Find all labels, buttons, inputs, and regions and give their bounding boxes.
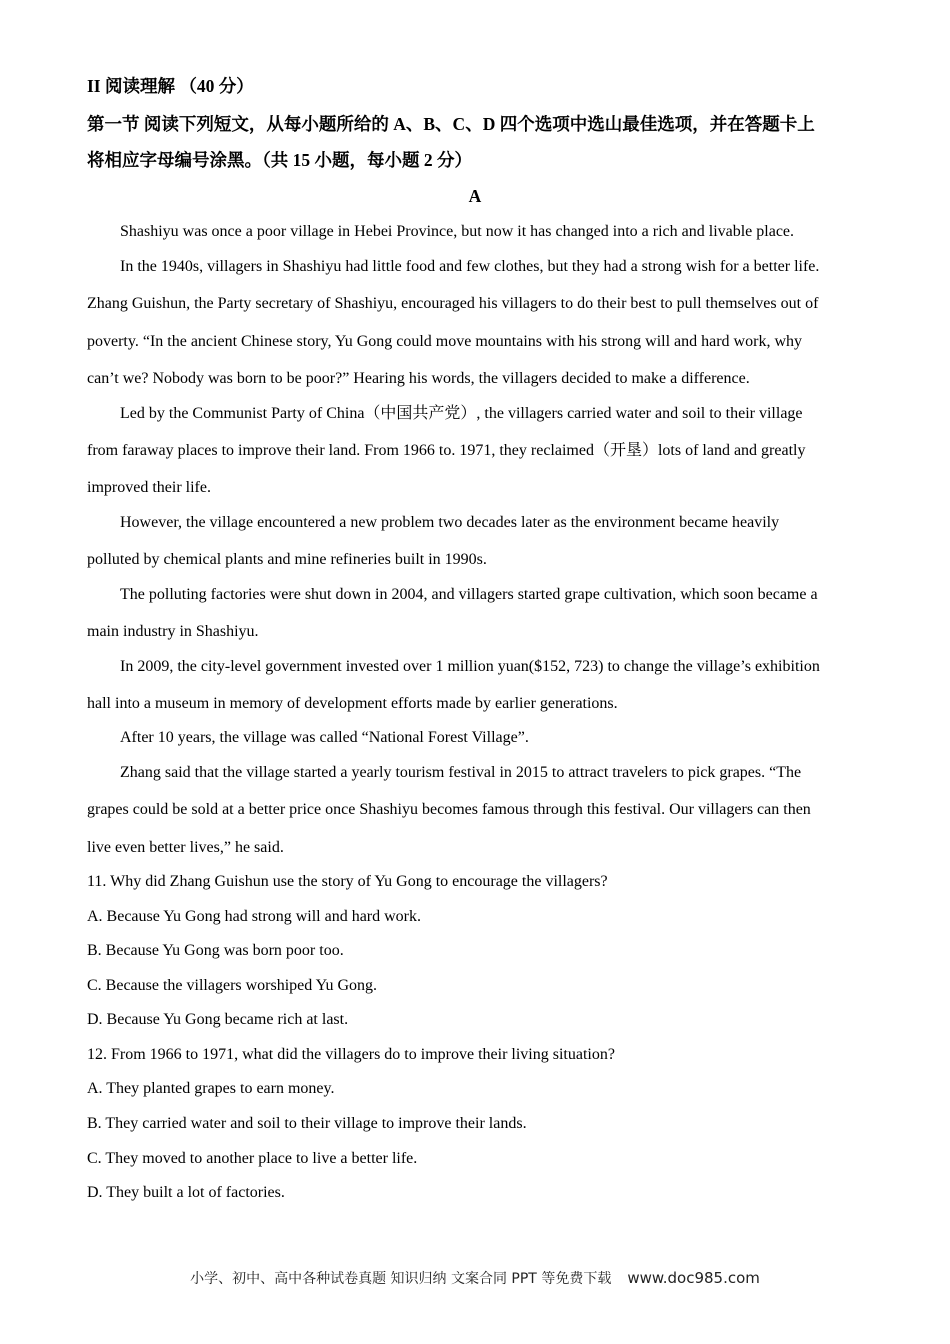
answer-option: A. They planted grapes to earn money. [87, 1080, 335, 1097]
passage-line: polluted by chemical plants and mine refineries built in 1990s. [87, 551, 487, 568]
passage-line: After 10 years, the village was called “National Forest Village”. [120, 729, 529, 746]
answer-option: A. Because Yu Gong had strong will and hard work. [87, 908, 422, 925]
instruction-line-2: 将相应字母编号涂黑。（共 15 小题，每小题 2 分） [87, 150, 472, 170]
answer-option: C. They moved to another place to live a better life. [87, 1150, 418, 1167]
passage-line: main industry in Shashiyu. [87, 623, 259, 640]
passage-label: A [468, 186, 482, 206]
passage-line: live even better lives,” he said. [87, 839, 284, 856]
answer-option: C. Because the villagers worshiped Yu Gong. [87, 977, 378, 994]
passage-line: from faraway places to improve their land. From 1966 to. 1971, they reclaimed（开垦）lots of land and greatly [87, 442, 806, 459]
passage-line: Led by the Communist Party of China（中国共产党）, the villagers carried water and soil to their village [120, 405, 803, 422]
passage-line: Shashiyu was once a poor village in Hebei Province, but now it has changed into a rich and livable place. [120, 223, 795, 240]
passage-line: In 2009, the city-level government invested over 1 million yuan($152, 723) to change the village’s exhibition [120, 658, 820, 675]
passage-line: hall into a museum in memory of development efforts made by earlier generations. [87, 695, 618, 712]
footer-text: 小学、初中、高中各种试卷真题 知识归纳 文案合同 PPT 等免费下载 [190, 1271, 612, 1287]
passage-line: poverty. “In the ancient Chinese story, Yu Gong could move mountains with his strong will and hard work, why [87, 333, 802, 350]
passage-line: Zhang Guishun, the Party secretary of Shashiyu, encouraged his villagers to do their best to pull themselves out of [87, 295, 819, 312]
passage-line: The polluting factories were shut down in 2004, and villagers started grape cultivation, which soon became a [120, 586, 818, 603]
passage-line: improved their life. [87, 479, 211, 496]
instruction-line-1: 第一节 阅读下列短文，从每小题所给的 A、B、C、D 四个选项中选山最佳选项，并在答题卡上 [87, 114, 815, 134]
passage-line: Zhang said that the village started a yearly tourism festival in 2015 to attract travelers to pick grapes. “The [120, 764, 802, 781]
answer-option: B. Because Yu Gong was born poor too. [87, 942, 344, 959]
footer-url[interactable]: www.doc985.com [627, 1269, 760, 1287]
answer-option: B. They carried water and soil to their village to improve their lands. [87, 1115, 527, 1132]
passage-line: can’t we? Nobody was born to be poor?” Hearing his words, the villagers decided to make a difference. [87, 370, 750, 387]
answer-option: D. Because Yu Gong became rich at last. [87, 1011, 349, 1028]
passage-line: In the 1940s, villagers in Shashiyu had little food and few clothes, but they had a strong wish for a better life. [120, 258, 820, 275]
section-title: II 阅读理解 （40 分） [87, 76, 254, 96]
passage-line: However, the village encountered a new problem two decades later as the environment became heavily [120, 514, 780, 531]
page-footer [0, 1268, 950, 1288]
question-stem: 12. From 1966 to 1971, what did the villagers do to improve their living situation? [87, 1046, 615, 1063]
passage-line: grapes could be sold at a better price once Shashiyu becomes famous through this festival. Our villagers can then [87, 801, 811, 818]
question-stem: 11. Why did Zhang Guishun use the story of Yu Gong to encourage the villagers? [87, 873, 608, 890]
answer-option: D. They built a lot of factories. [87, 1184, 285, 1201]
